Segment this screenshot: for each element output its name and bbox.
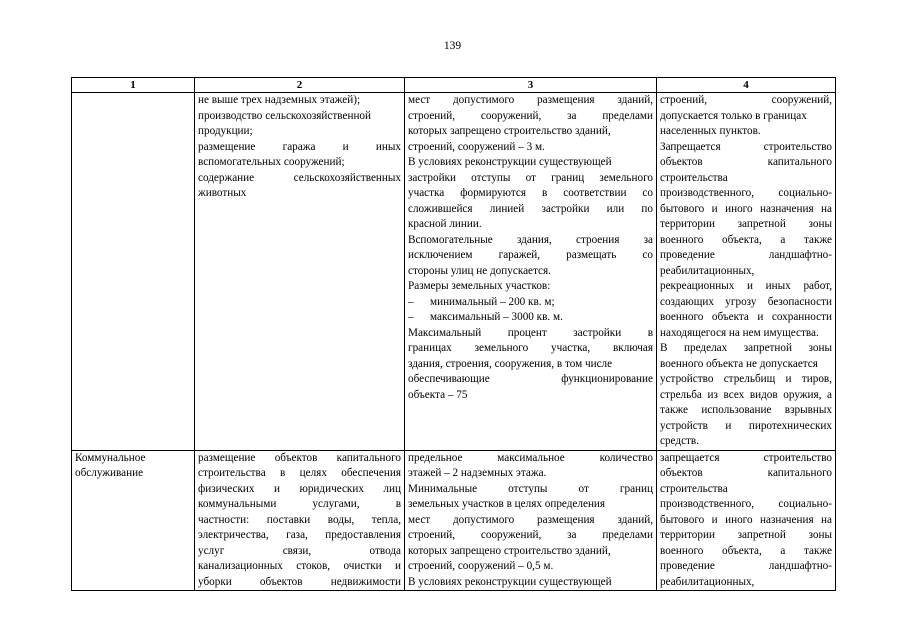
- text-line: стороны улиц не допускается.: [408, 264, 551, 277]
- table-header-row: [72, 78, 836, 93]
- text-line: Коммунальное: [75, 451, 146, 464]
- text-line: электричества, газа, предоставления: [198, 529, 401, 541]
- text-line: красной линии.: [408, 218, 482, 230]
- text-line: находящегося на нем имущества.: [660, 326, 819, 339]
- column-header-2: 2: [195, 78, 405, 93]
- list-item-text: максимальный – 3000 кв. м.: [430, 311, 563, 323]
- text-line: строений, сооружений, за пределами: [408, 109, 653, 122]
- text-line: также использование взрывных: [660, 404, 832, 416]
- text-line: рекреационных и иных работ,: [660, 280, 832, 292]
- text-line: военного объекта и сохранности: [660, 311, 832, 323]
- text-line: Размеры земельных участков:: [408, 280, 551, 292]
- text-line: размещение гаража и иных: [198, 140, 401, 153]
- text-line: объекта – 75: [408, 388, 468, 401]
- column-header-4: 4: [657, 78, 836, 93]
- permitted-use-description-cell: [195, 93, 405, 451]
- text-line: продукции;: [198, 125, 253, 137]
- text-line: устройство стрельбищ и тиров,: [660, 373, 832, 385]
- text-line: бытового и иного назначения на: [660, 513, 832, 526]
- text-line: мест допустимого размещения зданий,: [408, 94, 653, 106]
- land-use-table: [71, 77, 836, 591]
- text-line: строений, сооружений – 3 м.: [408, 140, 545, 153]
- text-line: границах земельного участка, включая: [408, 342, 653, 354]
- text-line: населенных пунктов.: [660, 125, 761, 137]
- text-line: строений, сооружений,: [660, 94, 832, 106]
- text-line: земельных участков в целях определения: [408, 498, 606, 510]
- text-line: строительства: [660, 482, 728, 495]
- column-header-1: 1: [72, 78, 195, 93]
- restrictions-cell: [657, 93, 836, 451]
- text-line: Запрещается строительство: [660, 140, 832, 153]
- table-row: [72, 93, 836, 451]
- text-line: мест допустимого размещения зданий,: [408, 513, 653, 526]
- text-line: создающих угрозу безопасности: [660, 295, 832, 308]
- text-line: В условиях реконструкции существующей: [408, 575, 612, 588]
- text-line: военного объекта, а также: [660, 544, 832, 557]
- text-line: производственного, социально-: [660, 498, 832, 510]
- text-line: этажей – 2 надземных этажа.: [408, 467, 547, 479]
- list-item: [408, 295, 653, 311]
- text-line: сложившейся линией застройки или по: [408, 202, 653, 215]
- land-use-type-cell: [72, 450, 195, 591]
- text-line: строений, сооружений, за пределами: [408, 529, 653, 541]
- permitted-use-description-cell: [195, 450, 405, 591]
- restrictions-cell: [657, 450, 836, 591]
- text-line: строительства: [660, 171, 728, 184]
- text-line: строительства в целях обеспечения: [198, 467, 401, 479]
- text-line: Максимальный процент застройки в: [408, 326, 653, 339]
- column-header-3: 3: [405, 78, 657, 93]
- text-line: канализационных стоков, очистки и: [198, 560, 401, 572]
- text-line: военного объекта, а также: [660, 233, 832, 246]
- text-line: средств.: [660, 435, 700, 447]
- text-line: запрещается строительство: [660, 451, 832, 464]
- text-line: территории запретной зоны: [660, 218, 832, 230]
- text-line: В пределах запретной зоны: [660, 342, 832, 354]
- list-dash-marker: –: [408, 295, 414, 308]
- text-line: участка формируются в соответствии со: [408, 187, 653, 199]
- text-line: обслуживание: [75, 467, 144, 479]
- text-line: коммунальными услугами, в: [198, 498, 401, 510]
- list-item-text: минимальный – 200 кв. м;: [430, 295, 555, 308]
- text-line: реабилитационных,: [660, 264, 755, 277]
- text-line: вспомогательных сооружений;: [198, 156, 345, 168]
- text-line: не выше трех надземных этажей);: [198, 94, 361, 106]
- text-line: Минимальные отступы от границ: [408, 482, 653, 495]
- list-dash-marker: –: [408, 311, 414, 323]
- table-row: [72, 450, 836, 591]
- text-line: устройств и пиротехнических: [660, 419, 832, 432]
- text-line: реабилитационных,: [660, 575, 755, 588]
- text-line: предельное максимальное количество: [408, 451, 653, 464]
- text-line: животных: [198, 187, 247, 199]
- text-line: производство сельскохозяйственной: [198, 109, 372, 122]
- text-line: частности: поставки воды, тепла,: [198, 513, 401, 526]
- text-line: физических и юридических лиц: [198, 482, 401, 495]
- list-item: [408, 310, 653, 326]
- text-line: бытового и иного назначения на: [660, 202, 832, 215]
- text-line: уборки объектов недвижимости: [198, 575, 401, 588]
- text-line: объектов капитального: [660, 156, 832, 168]
- text-line: Вспомогательные здания, строения за: [408, 233, 653, 246]
- text-line: исключением гаражей, размещать со: [408, 249, 653, 261]
- text-line: размещение объектов капитального: [198, 451, 401, 464]
- text-line: которых запрещено строительство зданий,: [408, 125, 611, 137]
- text-line: В условиях реконструкции существующей: [408, 156, 612, 168]
- text-line: производственного, социально-: [660, 187, 832, 199]
- text-line: обеспечивающие функционирование: [408, 373, 653, 385]
- text-line: объектов капитального: [660, 467, 832, 479]
- page-number: 139: [443, 40, 462, 52]
- text-line: содержание сельскохозяйственных: [198, 171, 401, 184]
- text-line: здания, строения, сооружения, в том числе: [408, 357, 613, 370]
- text-line: допускается только в границах: [660, 109, 807, 122]
- text-line: территории запретной зоны: [660, 529, 832, 541]
- text-line: военного объекта не допускается: [660, 357, 818, 370]
- text-line: проведение ландшафтно-: [660, 249, 832, 261]
- text-line: строений, сооружений – 0,5 м.: [408, 560, 554, 572]
- text-line: которых запрещено строительство зданий,: [408, 544, 611, 557]
- land-use-type-cell: [72, 93, 195, 451]
- building-parameters-cell: [405, 93, 657, 451]
- text-line: застройки отступы от границ земельного: [408, 171, 653, 184]
- text-line: стрельба из всех видов оружия, а: [660, 388, 832, 401]
- text-line: проведение ландшафтно-: [660, 560, 832, 572]
- building-parameters-cell: [405, 450, 657, 591]
- text-line: услуг связи, отвода: [198, 544, 401, 557]
